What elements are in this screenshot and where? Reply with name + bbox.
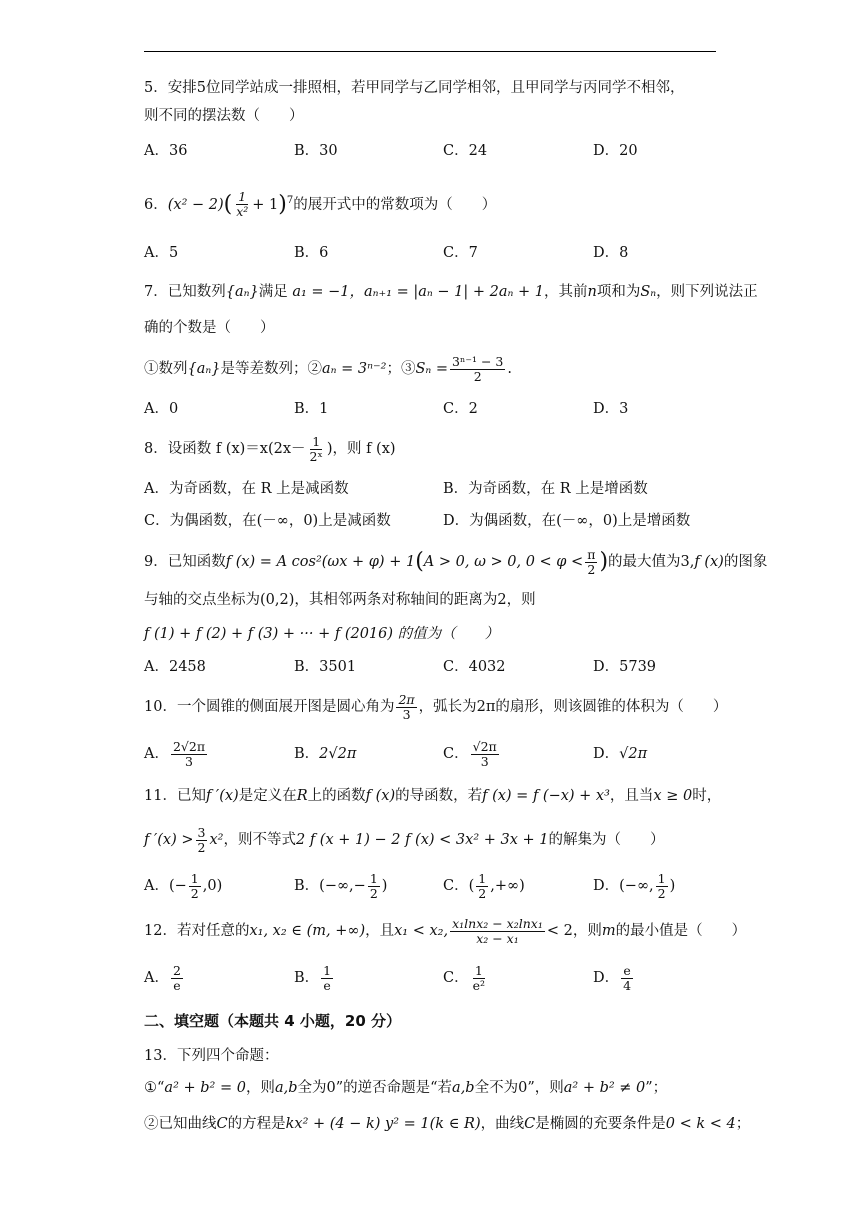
q11-options: [0, 868, 860, 908]
q5-line1: 5．安排5位同学站成一排照相，若甲同学与乙同学相邻，且甲同学与丙同学不相邻，: [144, 80, 685, 96]
q5-options: [0, 140, 860, 180]
q11-line1: 11．已知f ′(x)是定义在R上的函数f (x)的导函数，若f (x) = f (−x) + x³，且当x ≥ 0时，: [144, 788, 722, 804]
q9-line2: 与轴的交点坐标为(0,2)，其相邻两条对称轴间的距离为2，则: [144, 592, 536, 608]
q10-option-d[interactable]: D．√2π: [593, 746, 648, 762]
section-heading-fill-in: 二、填空题（本题共 4 小题，20 分）: [144, 1012, 401, 1030]
q12-option-b[interactable]: B． $\frac{1}{e}$: [294, 962, 332, 993]
q12-option-d[interactable]: D． $\frac{e}{4}$: [593, 962, 632, 993]
q7-option-a[interactable]: A．0: [144, 401, 179, 417]
q10-option-b[interactable]: B．2√2π: [294, 746, 357, 762]
q9-option-c[interactable]: C．4032: [443, 659, 506, 675]
q8-option-c[interactable]: C．为偶函数，在(－∞，0)上是减函数: [144, 513, 391, 529]
q10-option-a[interactable]: A． $\frac{2√2\pi}{3}$: [144, 738, 206, 769]
q12-options: [0, 960, 860, 1000]
q9-line3: f (1) + f (2) + f (3) + ··· + f (2016) 的值为（ ）: [144, 626, 500, 642]
q8-option-d[interactable]: D．为偶函数，在(－∞，0)上是增函数: [443, 513, 691, 529]
q11-option-a[interactable]: A．(− $\frac{1}{2}$ ,0): [144, 870, 223, 901]
q9-option-b[interactable]: B．3501: [294, 659, 357, 675]
q7-options: [0, 398, 860, 438]
q5-option-d[interactable]: D．20: [593, 143, 638, 159]
q9-option-d[interactable]: D．5739: [593, 659, 657, 675]
q6-line: 6．(x² − 2)( $\frac{1}{\text{x²}}$ + 1)$^7$的展开式中的常数项为（ ）: [144, 189, 497, 220]
q5-option-a[interactable]: A．36: [144, 143, 188, 159]
q7-option-c[interactable]: C．2: [443, 401, 478, 417]
q13-proposition-2: ②已知曲线C的方程是kx² + (4 − k) y² = 1(k ∈ R)，曲线C是椭圆的充要条件是0 < k < 4；: [144, 1116, 751, 1132]
q11-option-c[interactable]: C．( $\frac{1}{2}$ ,+∞): [443, 870, 525, 901]
q6-option-d[interactable]: D．8: [593, 245, 629, 261]
q8-options-row2: [0, 510, 860, 550]
q6-option-b[interactable]: B．6: [294, 245, 329, 261]
q6-number: 6．: [144, 196, 168, 213]
q11-option-b[interactable]: B．(−∞,− $\frac{1}{2}$ ): [294, 870, 388, 901]
q8-line: 8．设函数 f (x)＝x(2x－ $\frac{1}{\text{2ˣ}}$ )，则 f (x): [144, 433, 396, 464]
q6-option-a[interactable]: A．5: [144, 245, 179, 261]
q10-option-c[interactable]: C． $\frac{√2\pi}{3}$: [443, 738, 497, 769]
q10-options: [0, 736, 860, 776]
q8-option-b[interactable]: B．为奇函数，在 R 上是增函数: [443, 481, 648, 497]
q10-line: 10．一个圆锥的侧面展开图是圆心角为 $\frac{2\pi}{3}$ ，弧长为2π的扇形，则该圆锥的体积为（ ）: [144, 691, 728, 722]
q7-line2: 确的个数是（ ）: [144, 320, 275, 336]
q6-fraction: $\frac{1}{\text{x²}}$: [236, 189, 249, 220]
q6-options: [0, 242, 860, 282]
q6-suffix: 的展开式中的常数项为（ ）: [293, 196, 497, 213]
header-rule: [144, 51, 716, 52]
q5-option-b[interactable]: B．30: [294, 143, 338, 159]
q5-line2: 则不同的摆法数（ ）: [144, 108, 304, 124]
q7-option-d[interactable]: D．3: [593, 401, 629, 417]
q8-option-a[interactable]: A．为奇函数，在 R 上是减函数: [144, 481, 349, 497]
q12-line: 12．若对任意的x₁, x₂ ∈ (m, +∞)，且x₁ < x₂, $\frac{\text{x₁lnx₂ − x₂lnx₁}}{\text{x₂ − x₁}}$ < 2，则m的最小值是（ ）: [144, 915, 747, 946]
q13-proposition-1: ①“a² + b² = 0，则a,b全为0”的逆否命题是“若a,b全不为0”，则a² + b² ≠ 0”；: [144, 1080, 668, 1096]
q6-expr-a: (x² − 2): [167, 196, 224, 213]
q11-option-d[interactable]: D．(−∞, $\frac{1}{2}$ ): [593, 870, 676, 901]
q9-option-a[interactable]: A．2458: [144, 659, 206, 675]
q11-line2: f ′(x) > $\frac{3}{2}$ x²，则不等式2 f (x + 1) − 2 f (x) < 3x² + 3x + 1的解集为（ ）: [144, 824, 665, 855]
q12-option-c[interactable]: C． $\frac{1}{\text{e²}}$: [443, 962, 486, 993]
q7-line1: 7．已知数列{aₙ}满足 a₁ = −1，aₙ₊₁ = |aₙ − 1| + 2aₙ + 1，其前n项和为Sₙ，则下列说法正: [144, 284, 758, 300]
q6-exponent: 7: [286, 195, 294, 206]
q5-option-c[interactable]: C．24: [443, 143, 488, 159]
q6-option-c[interactable]: C．7: [443, 245, 478, 261]
q9-line1: 9．已知函数f (x) = A cos²(ωx + φ) + 1(A > 0, ω > 0, 0 < φ < $\frac{\pi}{2}$ )的最大值为3,f (x)的图象: [144, 546, 768, 577]
q12-option-a[interactable]: A． $\frac{2}{e}$: [144, 962, 181, 993]
q7-statements: ①数列{aₙ}是等差数列；②aₙ = 3ⁿ⁻²；③Sₙ = $\frac{\text{3ⁿ⁻¹ − 3}}{2}$ .: [144, 353, 512, 384]
q7-option-b[interactable]: B．1: [294, 401, 329, 417]
q6-expr-b: + 1: [252, 196, 279, 213]
q13-intro: 13．下列四个命题：: [144, 1048, 279, 1064]
